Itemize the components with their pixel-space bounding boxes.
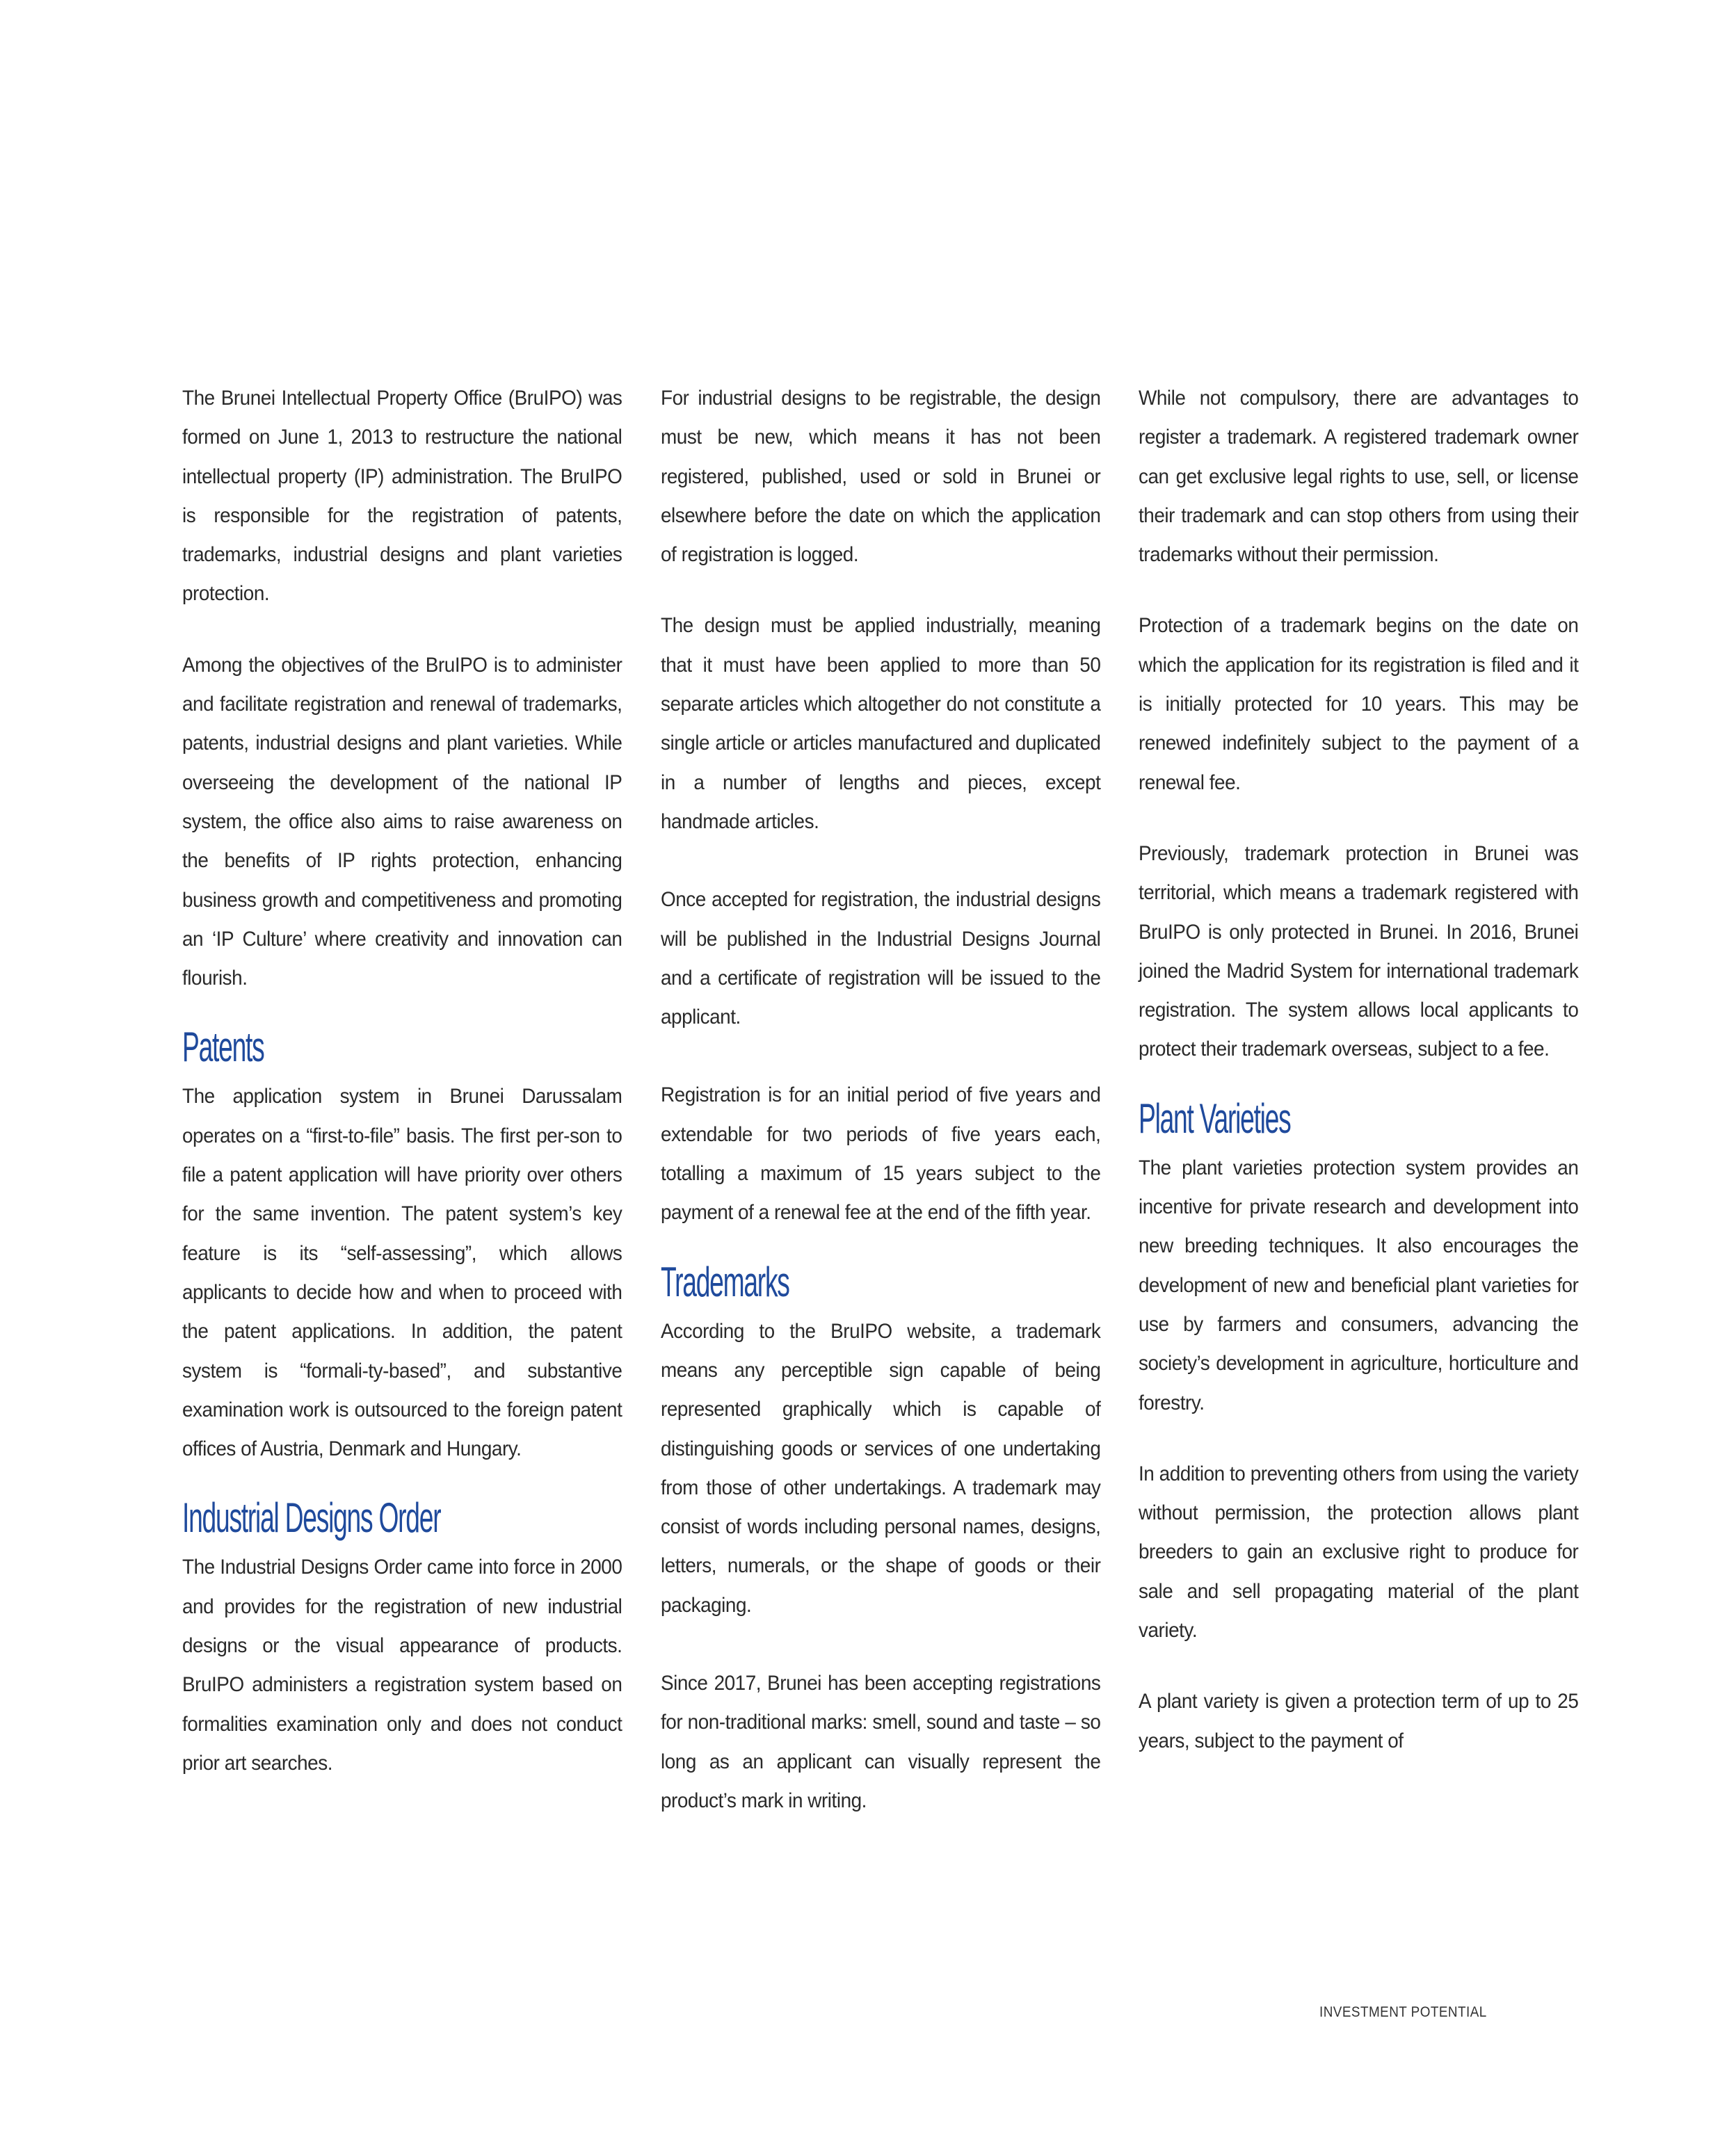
trademark-protection-paragraph: Protection of a trademark begins on the date on which the application for its registration is filed and it is initially protected for 10 years. This may be renewed indefinitely subject to the payment of a renewal fee. <box>1139 614 1579 794</box>
plant-breeders-paragraph: In addition to preventing others from using the variety without permission, the protection allows plant breeders to gain an exclusive right to produce for sale and sell propagating material of the plant variety. <box>1139 1462 1579 1643</box>
registrable-paragraph: For industrial designs to be registrable, the design must be new, which means it has not been registered, published, used or sold in Brunei or elsewhere before the date on which the application of registration is logged. <box>661 387 1101 567</box>
applied-industrially-paragraph: The design must be applied industrially, meaning that it must have been applied to more than 50 separate articles which altogether do not constitute a single article or articles manufactured and duplicated in a number of lengths and pieces, except handmade articles. <box>661 614 1101 833</box>
madrid-system-paragraph: Previously, trademark protection in Brunei was territorial, which means a trademark registered with BruIPO is only protected in Brunei. In 2016, Brunei joined the Madrid System for international trademark registration. The system allows local applicants to protect their trademark overseas, subject to a fee. <box>1139 841 1579 1061</box>
trademarks-heading: Trademarks <box>661 1258 789 1305</box>
publication-paragraph: Once accepted for registration, the industrial designs will be published in the Industrial Designs Journal and a certificate of registration will be issued to the applicant. <box>661 888 1101 1029</box>
intro-paragraph: The Brunei Intellectual Property Office (BruIPO) was formed on June 1, 2013 to restructure the national intellectual property (IP) administration. The BruIPO is responsible for the registration of patents, trademarks, industrial designs and plant varieties protection. <box>182 387 622 606</box>
section-footer-label: INVESTMENT POTENTIAL <box>1319 2004 1487 2020</box>
patents-heading: Patents <box>182 1024 264 1071</box>
trademark-definition-paragraph: According to the BruIPO website, a trademark means any perceptible sign capable of being represented graphically which is capable of distinguishing goods or services of one undertaking from those of other undertakings. A trademark may consist of words including personal names, designs, letters, numerals, or the shape of goods or their packaging. <box>661 1319 1101 1617</box>
non-traditional-marks-paragraph: Since 2017, Brunei has been accepting registrations for non-traditional marks: smell, sound and taste – so long as an applicant can visually represent the product’s mark in writing. <box>661 1672 1101 1812</box>
patents-paragraph: The application system in Brunei Darussalam operates on a “first-to-file” basis. The first per-son to file a patent application will have priority over others for the same invention. The patent system’s key feature is its “self-assessing”, which allows applicants to decide how and when to proceed with the patent applications. In addition, the patent system is “formali-ty-based”, and substantive examination work is outsourced to the foreign patent offices of Austria, Denmark and Hungary. <box>182 1085 622 1461</box>
registration-period-paragraph: Registration is for an initial period of five years and extendable for two periods of five years each, totalling a maximum of 15 years subject to the payment of a renewal fee at the end of the fifth year. <box>661 1083 1101 1225</box>
objectives-paragraph: Among the objectives of the BruIPO is to administer and facilitate registration and renewal of trademarks, patents, industrial designs and plant varieties. While overseeing the development of the national IP system, the office also aims to raise awareness on the benefits of IP rights protection, enhancing business growth and competitiveness and promoting an ‘IP Culture’ where creativity and innovation can flourish. <box>182 653 622 990</box>
column-3 <box>1139 379 1578 1761</box>
column-1 <box>182 379 622 1783</box>
plant-varieties-paragraph: The plant varieties protection system provides an incentive for private research and development into new breeding techniques. It also encourages the development of new and beneficial plant varieties for use by farmers and consumers, advancing the society’s development in agriculture, horticulture and forestry. <box>1139 1156 1579 1414</box>
column-2 <box>661 379 1100 1821</box>
protection-term-paragraph: A plant variety is given a protection term of up to 25 years, subject to the payment of <box>1139 1690 1579 1752</box>
plant-varieties-heading: Plant Varieties <box>1139 1095 1291 1142</box>
industrial-designs-paragraph: The Industrial Designs Order came into force in 2000 and provides for the registration of new industrial designs or the visual appearance of products. BruIPO administers a registration system based on formalities examination only and does not conduct prior art searches. <box>182 1556 622 1775</box>
industrial-designs-heading: Industrial Designs Order <box>182 1494 441 1542</box>
trademark-advantages-paragraph: While not compulsory, there are advantages to register a trademark. A registered trademark owner can get exclusive legal rights to use, sell, or license their trademark and can stop others from using their trademarks without their permission. <box>1139 387 1579 567</box>
